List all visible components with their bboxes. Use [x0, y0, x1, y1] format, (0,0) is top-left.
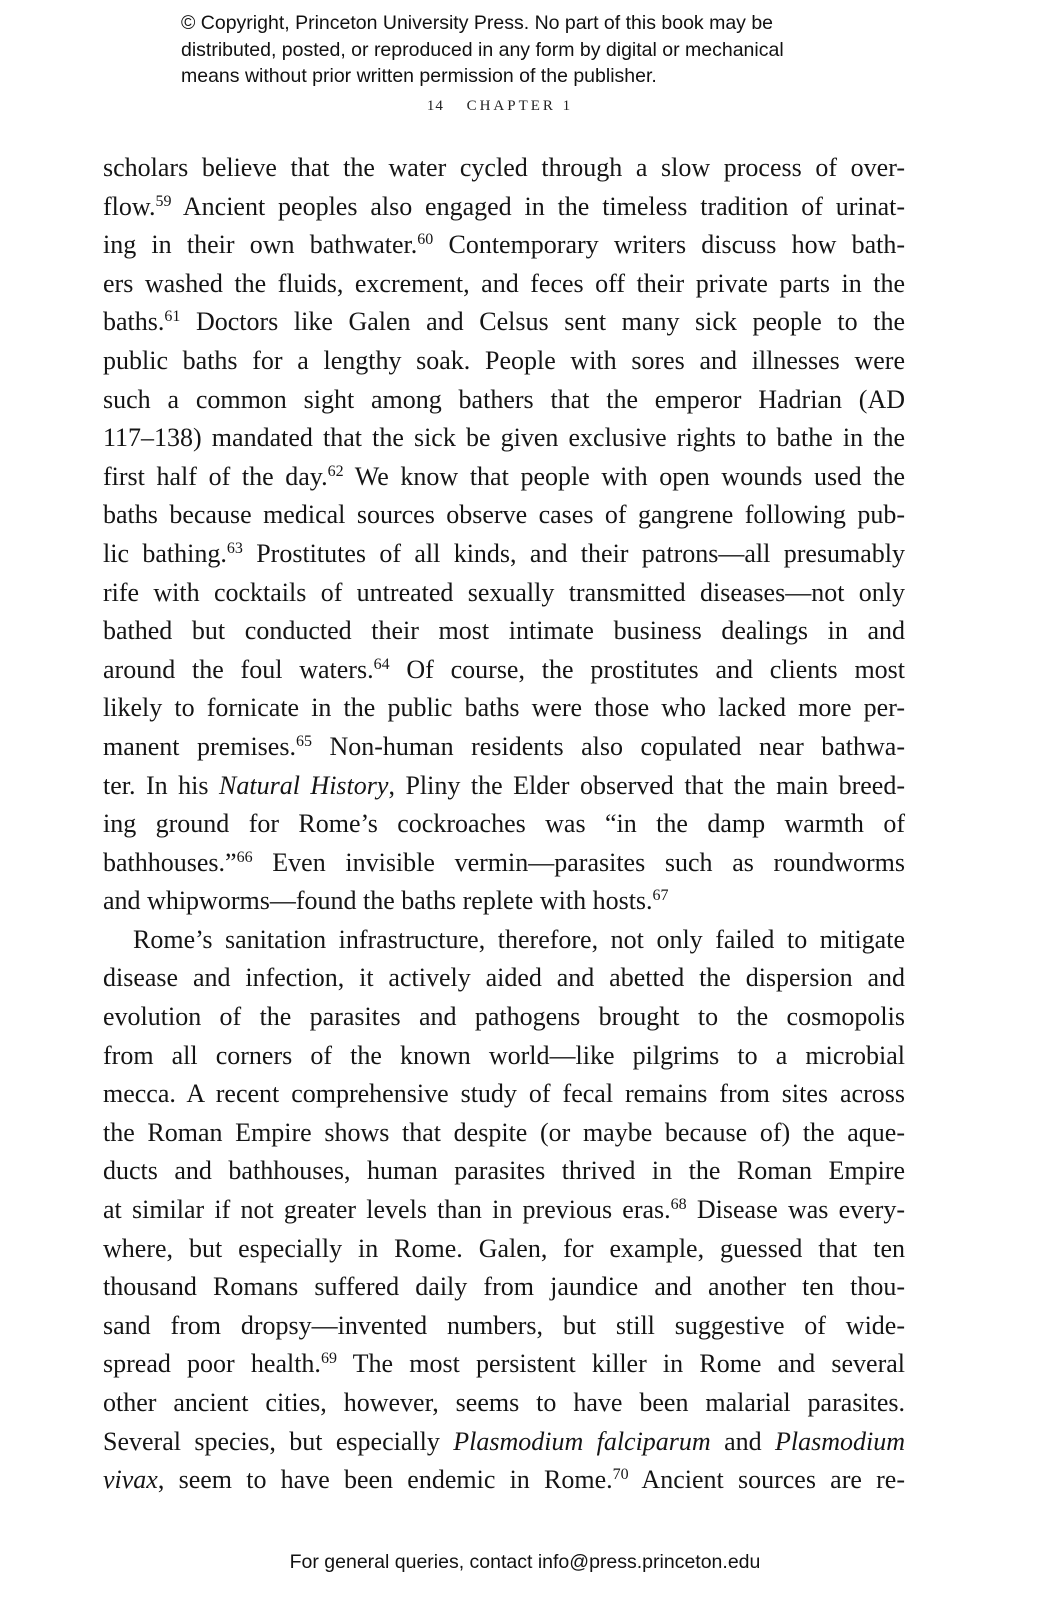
text-segment: scholars believe that the water cycled through a slow process of over- [103, 153, 905, 182]
footnote-marker: 59 [155, 192, 172, 210]
text-line [103, 458, 905, 497]
italic-text: Plasmodium [775, 1426, 905, 1456]
text-line [103, 303, 905, 342]
text-line [103, 188, 905, 227]
text-segment: mecca. A recent comprehensive study of fecal remains from sites across [103, 1079, 905, 1109]
text-line [103, 844, 905, 883]
text-line [103, 1345, 905, 1384]
footnote-marker: 68 [670, 1196, 687, 1214]
text-segment: Disease was every- [686, 1195, 905, 1225]
text-line [103, 1075, 905, 1114]
text-segment: and [710, 1426, 775, 1456]
text-segment: such a common sight among bathers that the emperor Hadrian (AD [103, 384, 905, 414]
text-segment: ing in their own bathwater. [103, 230, 418, 260]
text-segment: public baths for a lengthy soak. People with sores and illnesses were [103, 345, 905, 375]
text-segment: disease and infection, it actively aided and abetted the dispersion and [103, 963, 905, 993]
footer-contact: For general queries, contact info@press.princeton.edu [289, 1551, 761, 1573]
text-line [103, 921, 905, 960]
text-line [103, 612, 905, 651]
copyright-notice [181, 10, 941, 90]
italic-text: Plasmodium falciparum [453, 1426, 711, 1456]
text-segment: Several species, but especially [103, 1426, 454, 1456]
text-line [103, 1423, 905, 1462]
text-segment: spread poor health. [103, 1349, 321, 1379]
text-line [103, 419, 905, 458]
footnote-marker: 70 [612, 1466, 629, 1484]
text-segment: Contemporary writers discuss how bath- [433, 230, 905, 260]
text-line [103, 1230, 905, 1269]
text-segment: flow. [103, 191, 156, 221]
text-segment: at similar if not greater levels than in previous eras. [103, 1195, 671, 1225]
text-segment: Ancient peoples also engaged in the timeless tradition of urinat- [171, 191, 905, 221]
chapter-label: CHAPTER 1 [466, 98, 574, 114]
text-segment: first half of the day. [103, 461, 328, 491]
page-number: 14 [426, 98, 444, 114]
text-segment: , seem to have been endemic in Rome. [157, 1465, 613, 1495]
text-line [103, 342, 905, 381]
text-line [103, 1191, 905, 1230]
text-segment: Doctors like Galen and Celsus sent many sick people to the [180, 307, 905, 337]
italic-text: vivax [103, 1465, 158, 1495]
text-segment: Even invisible vermin—parasites such as roundworms [252, 847, 905, 877]
text-segment: ers washed the fluids, excrement, and feces off their private parts in the [103, 268, 905, 298]
text-segment: lic bathing. [103, 538, 227, 568]
footnote-marker: 67 [652, 887, 669, 905]
text-segment: the Roman Empire shows that despite (or maybe because of) the aque- [103, 1117, 905, 1147]
footnote-marker: 64 [373, 655, 390, 673]
text-segment: Ancient sources are re- [628, 1465, 905, 1495]
text-segment: manent premises. [103, 731, 296, 761]
text-segment: bathhouses.” [103, 847, 237, 877]
text-line [103, 381, 905, 420]
text-segment: Prostitutes of all kinds, and their patrons—all presumably [242, 538, 905, 568]
footnote-marker: 60 [417, 231, 434, 249]
text-line [103, 226, 905, 265]
text-segment: around the foul waters. [103, 654, 374, 684]
text-line [103, 1384, 905, 1423]
text-segment: ter. In his [103, 770, 220, 800]
text-line [103, 689, 905, 728]
footnote-marker: 62 [327, 462, 344, 480]
text-line [103, 574, 905, 613]
text-segment: ducts and bathhouses, human parasites thrived in the Roman Empire [103, 1156, 905, 1186]
text-line [103, 728, 905, 767]
text-segment: Rome’s sanitation infrastructure, therefore, not only failed to mitigate [133, 924, 905, 954]
text-segment: evolution of the parasites and pathogens brought to the cosmopolis [103, 1002, 905, 1032]
text-line [103, 1307, 905, 1346]
text-line [103, 1461, 905, 1500]
footnote-marker: 61 [164, 308, 181, 326]
text-line [103, 1037, 905, 1076]
text-line [103, 265, 905, 304]
text-segment: The most persistent killer in Rome and several [336, 1349, 905, 1379]
text-segment: and whipworms—found the baths replete with hosts. [103, 886, 653, 916]
footnote-marker: 66 [236, 848, 253, 866]
text-segment: baths because medical sources observe cases of gangrene following pub- [103, 500, 905, 530]
text-segment: Non-human residents also copulated near bathwa- [311, 731, 905, 761]
text-segment: other ancient cities, however, seems to have been malarial parasites. [103, 1388, 905, 1417]
text-segment: rife with cocktails of untreated sexually transmitted diseases—not only [103, 577, 905, 607]
text-segment: sand from dropsy—invented numbers, but still suggestive of wide- [103, 1310, 905, 1340]
text-segment: 117–138) mandated that the sick be given exclusive rights to bathe in the [103, 423, 905, 453]
text-line [103, 767, 905, 806]
footnote-marker: 69 [320, 1350, 337, 1368]
text-line [103, 496, 905, 535]
text-line [103, 149, 905, 188]
text-segment: baths. [103, 307, 165, 337]
copyright-line: © Copyright, Princeton University Press. No part of this book may be [181, 12, 774, 34]
text-line [103, 535, 905, 574]
text-segment: We know that people with open wounds used the [343, 461, 906, 491]
footnote-marker: 65 [295, 732, 312, 750]
text-segment: Of course, the prostitutes and clients most [389, 654, 906, 684]
text-line [103, 959, 905, 998]
running-head [0, 98, 1000, 115]
copyright-line: means without prior written permission of the publisher. [181, 65, 657, 87]
text-line [103, 998, 905, 1037]
text-segment: ing ground for Rome’s cockroaches was “in the damp warmth of [103, 809, 905, 839]
text-segment: bathed but conducted their most intimate business dealings in and [103, 616, 905, 646]
italic-text: Natural History [219, 770, 389, 800]
text-segment: , Pliny the Elder observed that the main breed- [388, 770, 905, 800]
text-line [103, 882, 905, 921]
text-line [103, 651, 905, 690]
text-line [103, 1268, 905, 1307]
body-text [103, 149, 905, 1500]
copyright-line: distributed, posted, or reproduced in any form by digital or mechanical [181, 38, 784, 61]
text-segment: from all corners of the known world—like pilgrims to a microbial [103, 1040, 905, 1070]
text-segment: likely to fornicate in the public baths were those who lacked more per- [103, 693, 905, 723]
text-line [103, 1114, 905, 1153]
text-segment: thousand Romans suffered daily from jaundice and another ten thou- [103, 1272, 905, 1302]
footnote-marker: 63 [226, 539, 243, 557]
text-line [103, 1152, 905, 1191]
text-line [103, 805, 905, 844]
text-segment: where, but especially in Rome. Galen, for example, guessed that ten [103, 1233, 905, 1263]
